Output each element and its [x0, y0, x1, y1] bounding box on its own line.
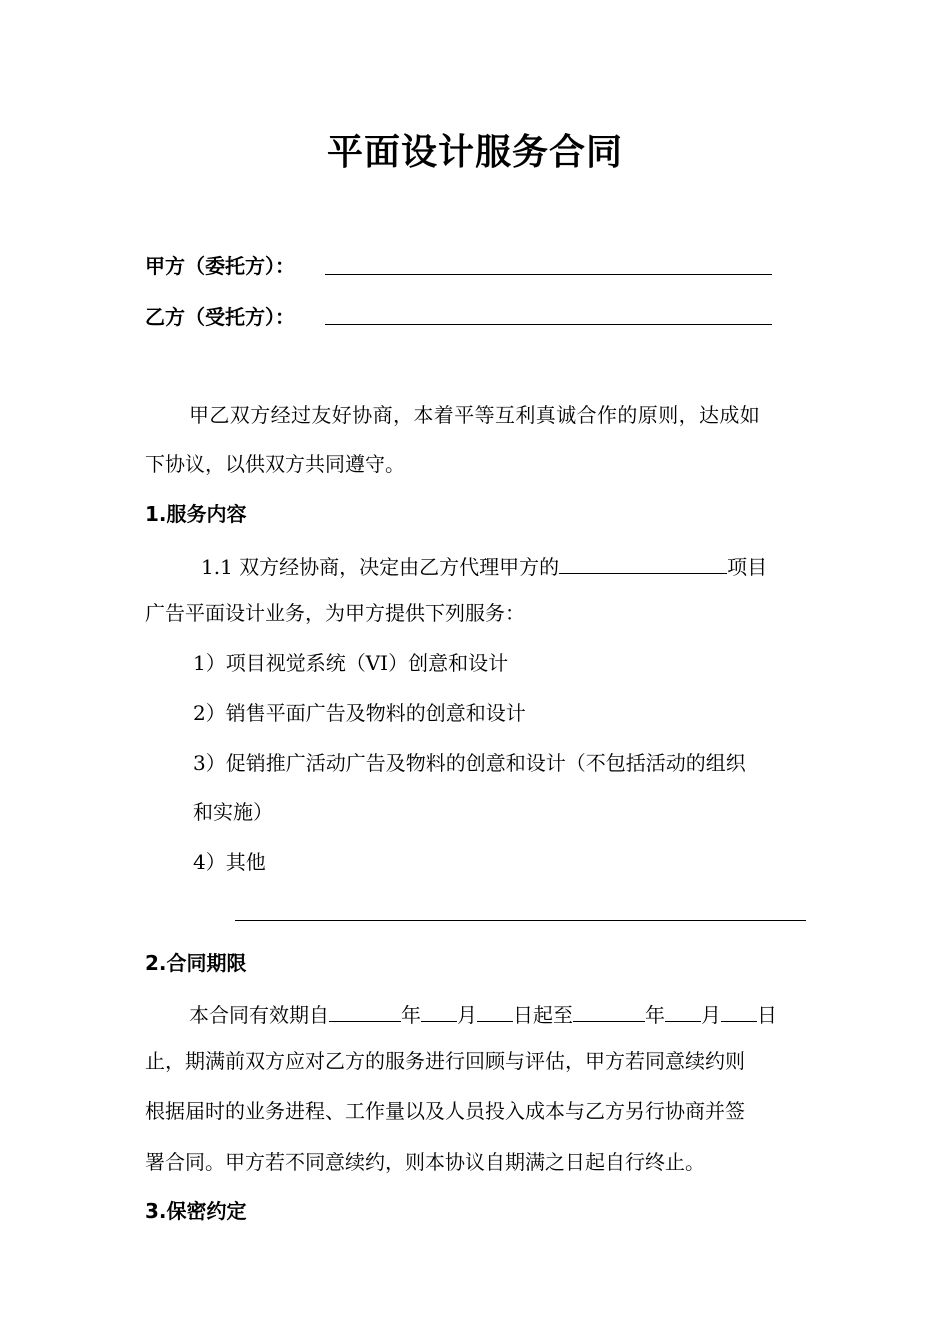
intro-paragraph-line-1: 甲乙双方经过友好协商，本着平等互利真诚合作的原则，达成如 — [189, 403, 761, 427]
term-line-2: 止，期满前双方应对乙方的服务进行回顾与评估，甲方若同意续约则 — [145, 1049, 745, 1073]
end-month-blank — [665, 1001, 701, 1022]
term-line-3: 根据届时的业务进程、工作量以及人员投入成本与乙方另行协商并签 — [145, 1099, 745, 1123]
end-year-label: 年 — [645, 1003, 665, 1027]
party-b-blank — [325, 324, 772, 325]
end-day-blank — [721, 1001, 757, 1022]
service-item-1: 1）项目视觉系统（VI）创意和设计 — [193, 651, 509, 675]
party-b-label: 乙方（受托方）： — [145, 305, 295, 329]
start-day-label: 日起至 — [513, 1003, 573, 1027]
party-a-blank — [325, 274, 772, 275]
section-1-heading: 1.服务内容 — [145, 502, 247, 526]
term-line-1 — [189, 1001, 777, 1025]
start-year-label: 年 — [401, 1003, 421, 1027]
end-year-blank — [573, 1001, 645, 1022]
section-2-heading: 2.合同期限 — [145, 951, 247, 975]
clause-1-1 — [201, 553, 767, 577]
clause-1-1-line-2: 广告平面设计业务，为甲方提供下列服务： — [145, 601, 525, 625]
clause-1-1-prefix: 1.1 双方经协商，决定由乙方代理甲方的 — [201, 555, 560, 579]
end-day-label: 日 — [757, 1003, 777, 1027]
service-item-4: 4）其他 — [193, 850, 266, 874]
clause-1-1-suffix: 项目 — [727, 555, 768, 579]
service-item-2: 2）销售平面广告及物料的创意和设计 — [193, 701, 526, 725]
start-month-blank — [421, 1001, 457, 1022]
service-item-3-line-1: 3）促销推广活动广告及物料的创意和设计（不包括活动的组织 — [193, 751, 746, 775]
intro-paragraph-line-2: 下协议，以供双方共同遵守。 — [145, 452, 405, 476]
start-day-blank — [477, 1001, 513, 1022]
term-line-4: 署合同。甲方若不同意续约，则本协议自期满之日起自行终止。 — [145, 1150, 705, 1174]
service-item-3-line-2: 和实施） — [193, 800, 273, 824]
end-month-label: 月 — [701, 1003, 721, 1027]
section-3-heading: 3.保密约定 — [145, 1199, 247, 1223]
term-start-text: 本合同有效期自 — [189, 1003, 329, 1027]
project-name-blank — [559, 553, 727, 574]
document-title: 平面设计服务合同 — [326, 131, 623, 173]
start-month-label: 月 — [457, 1003, 477, 1027]
party-a-label: 甲方（委托方）： — [145, 254, 295, 278]
start-year-blank — [329, 1001, 401, 1022]
other-services-blank — [235, 920, 806, 921]
